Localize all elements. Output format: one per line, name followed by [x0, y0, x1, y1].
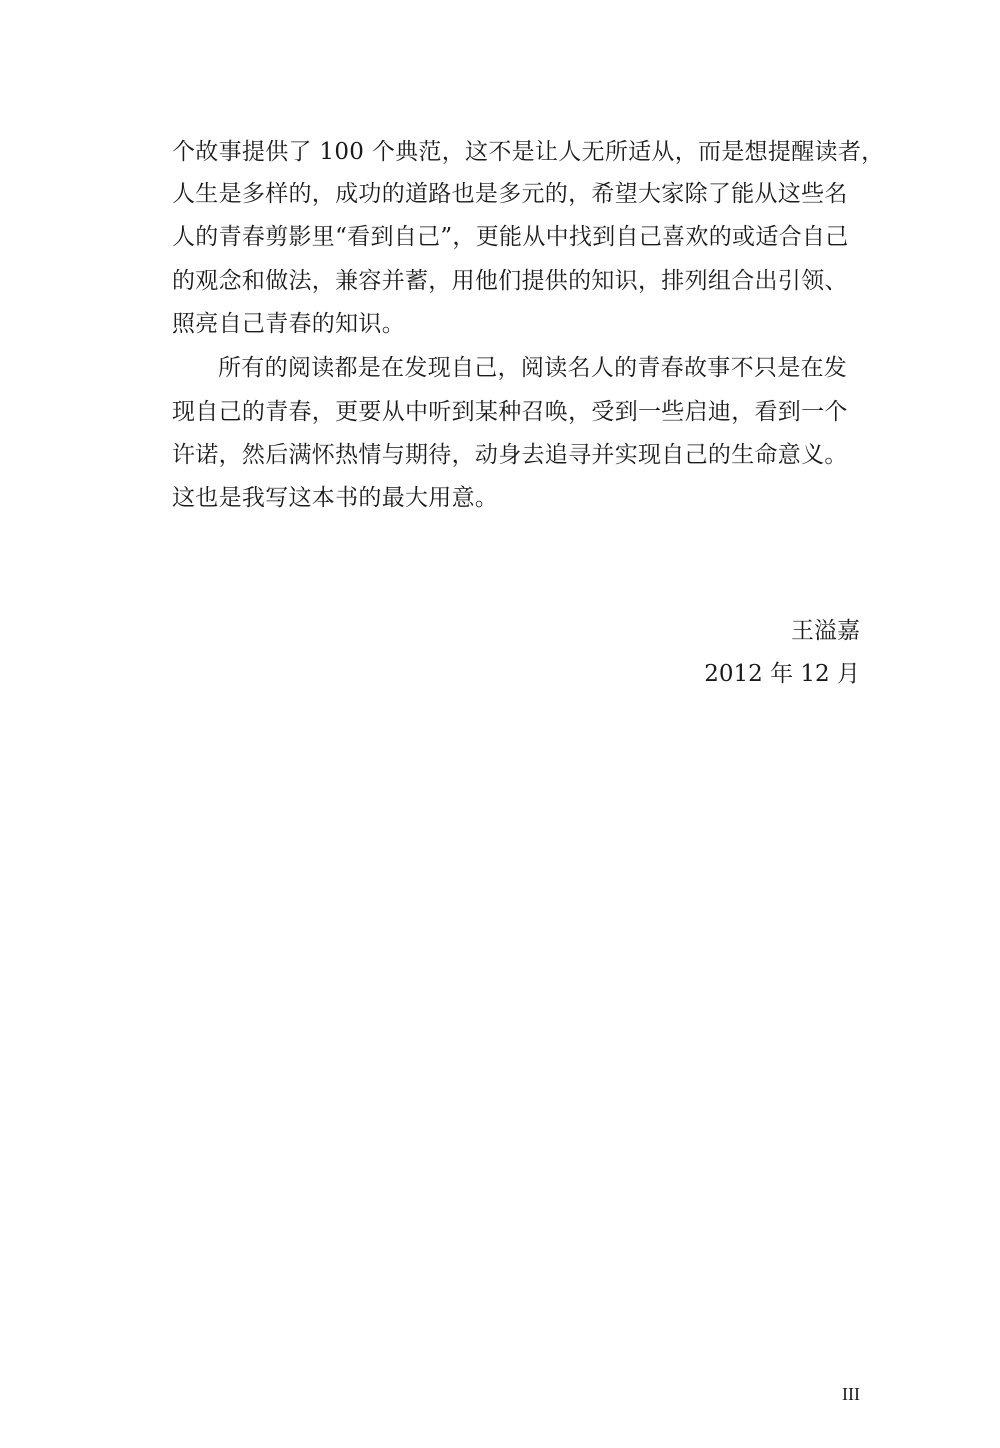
paragraph-1-line-3: 人的青春剪影里“看到自己”，更能从中找到自己喜欢的或适合自己 [172, 224, 849, 250]
paragraph-1-line-5: 照亮自己青春的知识。 [172, 311, 405, 337]
paragraph-2-line-2: 现自己的青春，更要从中听到某种召唤，受到一些启迪，看到一个 [172, 399, 848, 425]
page-number: III [842, 1384, 860, 1404]
paragraph-1-line-1: 个故事提供了 100 个典范，这不是让人无所适从，而是想提醒读者， [172, 139, 885, 165]
paragraph-2-line-1: 所有的阅读都是在发现自己，阅读名人的青春故事不只是在发 [218, 355, 848, 381]
paragraph-1-line-4: 的观念和做法，兼容并蓄，用他们提供的知识，排列组合出引领、 [172, 268, 848, 294]
author-signature: 王溢嘉 [791, 618, 860, 644]
paragraph-2-line-4: 这也是我写这本书的最大用意。 [172, 485, 499, 511]
paragraph-2-line-3: 许诺，然后满怀热情与期待，动身去追寻并实现自己的生命意义。 [172, 442, 848, 468]
signature-date: 2012 年 12 月 [704, 661, 860, 687]
paragraph-1-line-2: 人生是多样的，成功的道路也是多元的，希望大家除了能从这些名 [172, 181, 848, 207]
